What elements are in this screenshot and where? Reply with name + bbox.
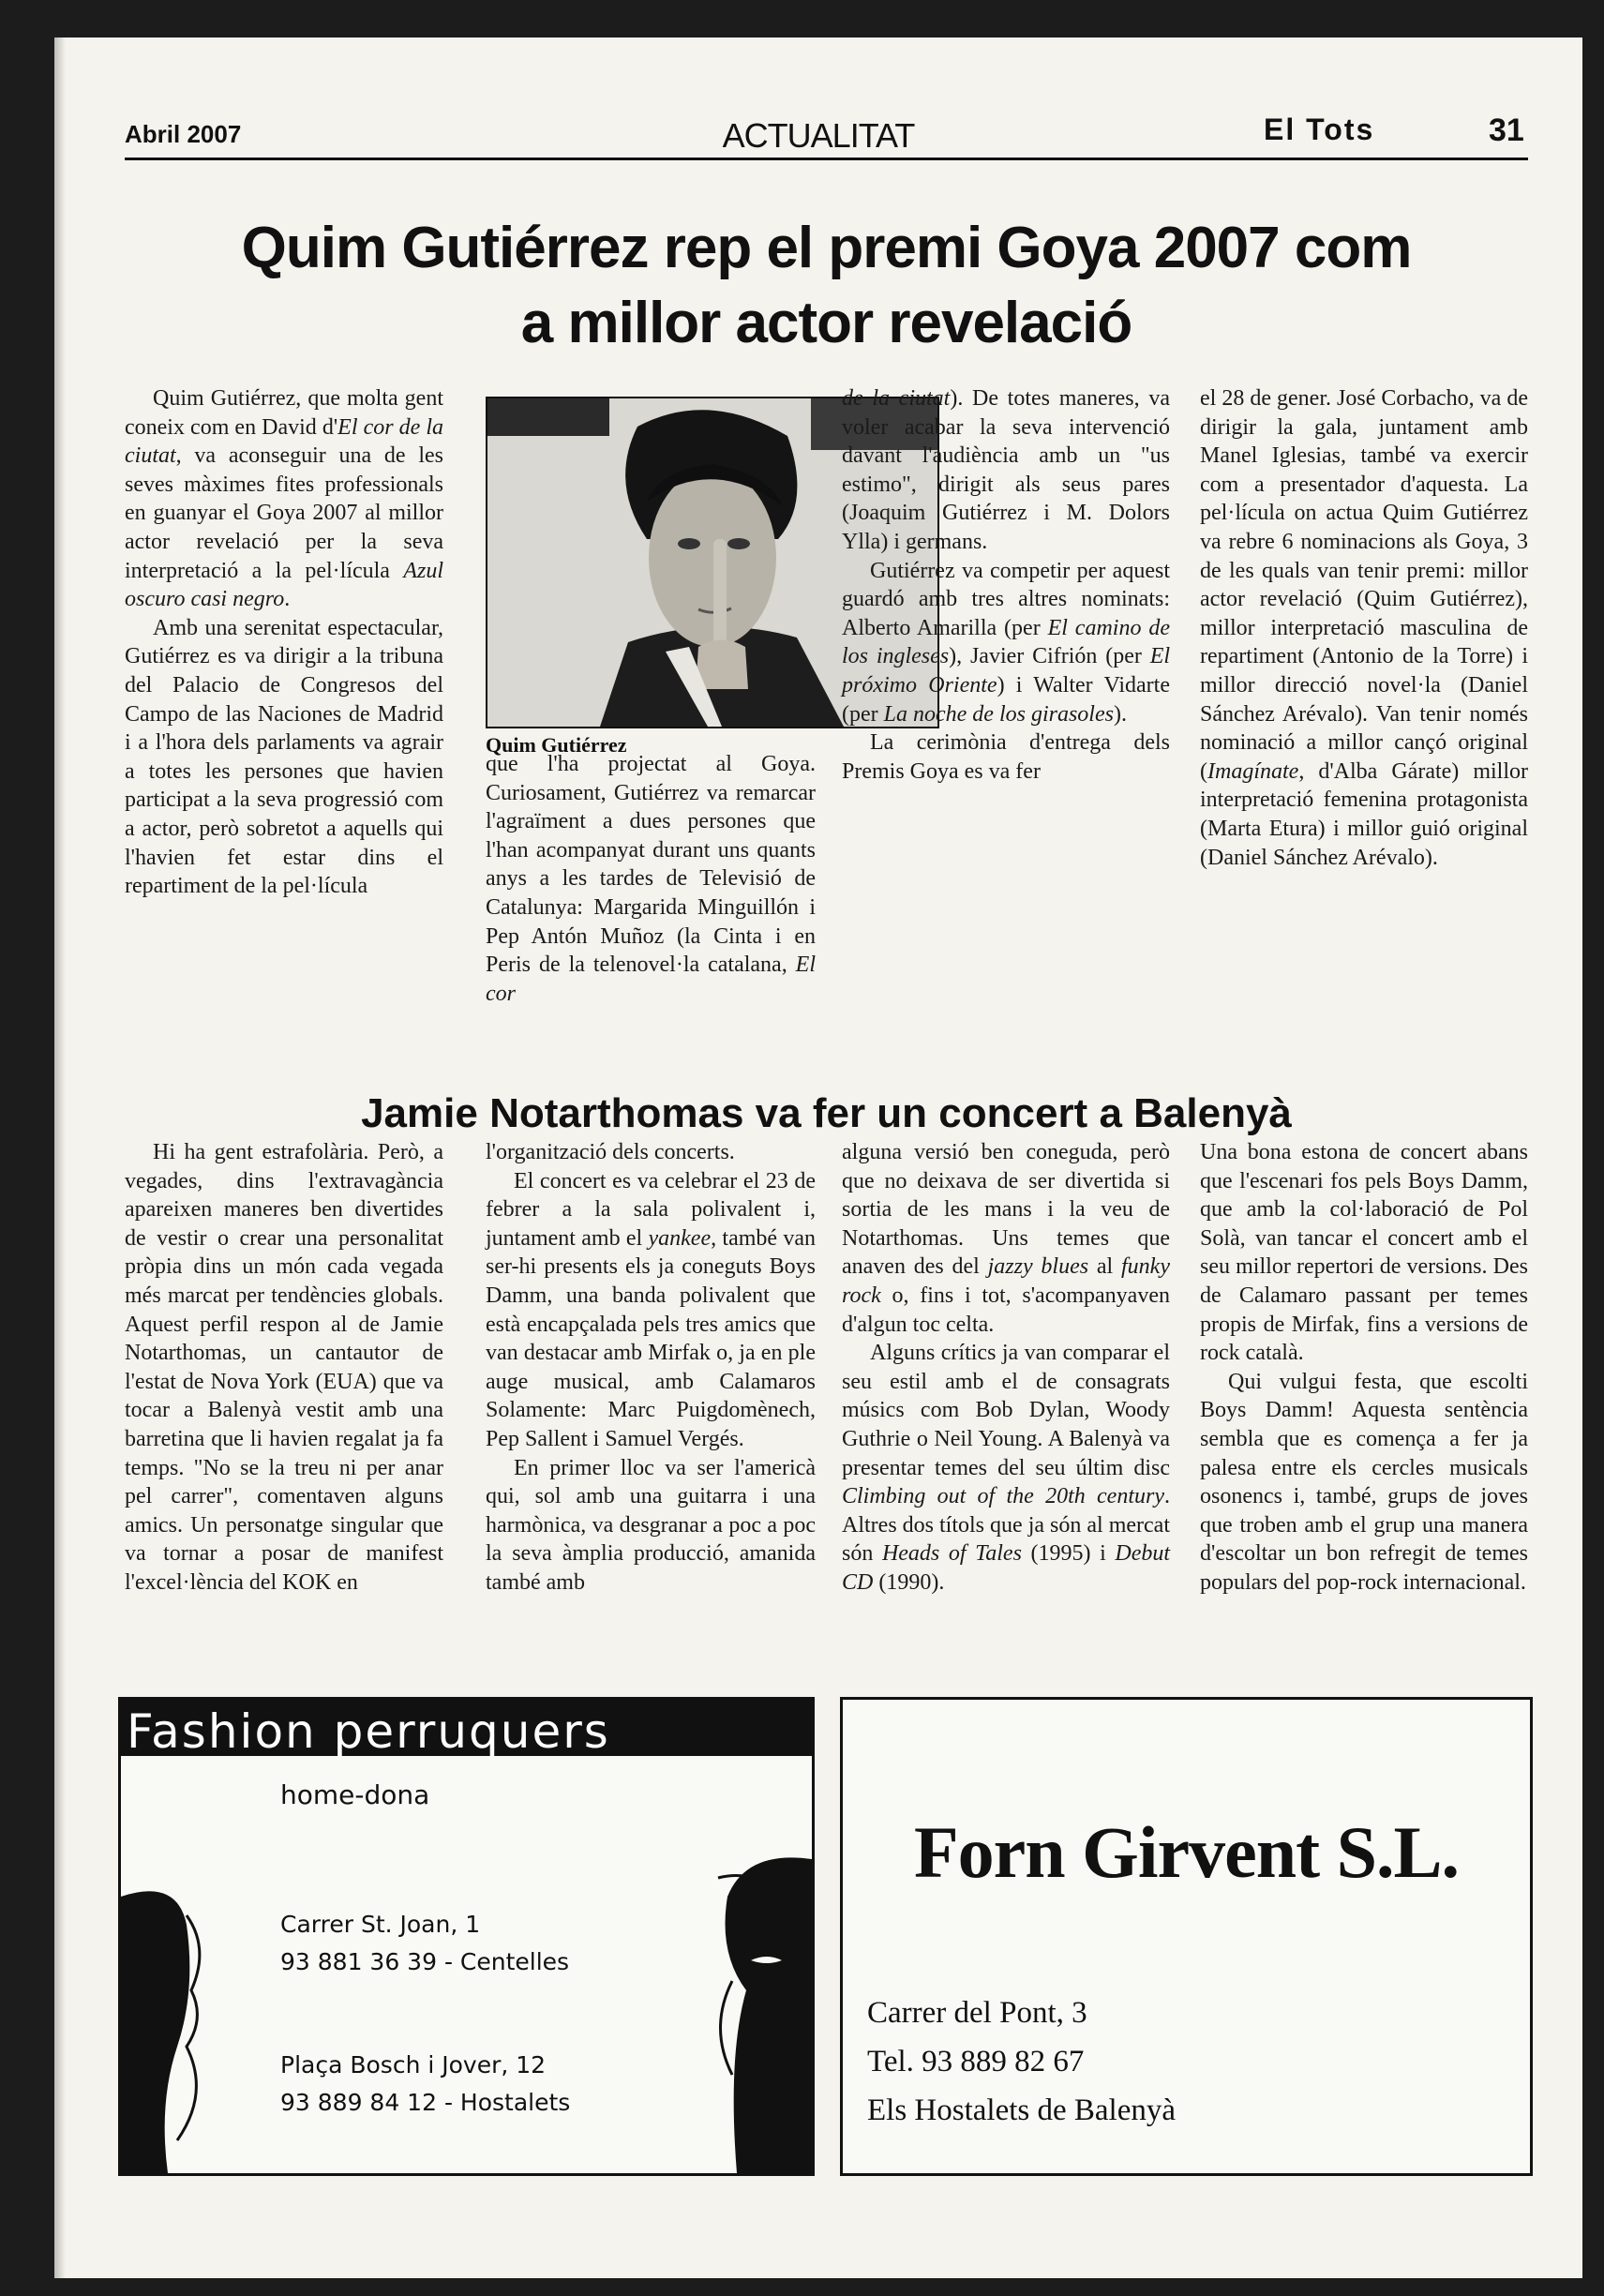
article2-paragraph <box>842 1339 1170 1597</box>
film-title: Azul oscuro casi negro <box>125 558 443 612</box>
film-title: La noche de los girasoles <box>883 701 1114 727</box>
text-run: , va aconseguir una de les seves màximes fites professionals en guanyar el Goya 2007 al millor actor revelació per la seva interpretació a la pel·lícula <box>125 443 443 583</box>
ad-address: Carrer del Pont, 3 <box>867 1996 1087 2030</box>
song-title: Imagínate <box>1207 758 1299 784</box>
article1-paragraph <box>842 557 1170 729</box>
text-run: , també van ser-hi presents els ja coneguts Boys Damm, una banda polivalent que està encapçalada pels tres amics que van destacar amb Mirfak o, ja en ple auge musical, amb Calamaros Solamente: Marc Puigdomènech, Pep Sallent i Samuel Vergés. <box>486 1225 816 1451</box>
italic-term: yankee <box>648 1225 712 1251</box>
ad-phone-1: 93 881 36 39 - Centelles <box>280 1948 570 1975</box>
text-run: El concert es va celebrar el 23 de febrer a la sala polivalent i, juntament amb el <box>486 1168 816 1251</box>
article1-paragraph <box>486 750 816 1008</box>
article1-paragraph: La cerimònia d'entrega dels Premis Goya es va fer <box>842 730 1170 784</box>
text-run: , d'Alba Gárate) millor interpretació femenina protagonista (Marta Etura) i millor guió original (Daniel Sánchez Arévalo). <box>1200 758 1528 870</box>
article1-column-4 <box>1200 384 1528 872</box>
article2-paragraph: Qui vulgui festa, que escolti Boys Damm! Aquesta sentència sembla que es comença a fer ja palesa entre els cercles musicals osonencs i, també, grups de joves que troben amb el grup una manera d'escoltar un bon refregit de temes populars del pop-rock internacional. <box>1200 1369 1528 1595</box>
photo-caption: Quim Gutiérrez <box>486 733 627 757</box>
genre-term: funky rock <box>842 1254 1170 1308</box>
article2-paragraph: En primer lloc va ser l'americà qui, sol amb una guitarra i una harmònica, va desgranar a poc a poc la seva àmplia producció, amanida també amb <box>486 1455 816 1595</box>
album-title: Climbing out of the 20th century <box>842 1484 1164 1509</box>
section-title: ACTUALITAT <box>722 116 915 155</box>
page-gutter <box>54 38 66 2278</box>
article2-paragraph: Una bona estona de concert abans que l'escenari fos pels Boys Damm, que amb la col·laboració de Pol Solà, van tancar el concert amb el seu millor repertori de versions. Des de Calamaro passant per temes propis de Mirfak, fins a versions de rock català. <box>1200 1140 1528 1366</box>
film-title: El próximo Oriente <box>842 644 1171 698</box>
article1-headline-line2: a millor actor revelació <box>520 291 1132 355</box>
series-title: El cor de la ciutat <box>125 414 443 469</box>
article2-column-1 <box>125 1138 443 1598</box>
ad-title: Forn Girvent S.L. <box>914 1811 1459 1893</box>
text-run: (1990). <box>873 1569 945 1595</box>
ad-subtitle: home-dona <box>280 1779 430 1810</box>
genre-term: jazzy blues <box>987 1254 1089 1280</box>
article1-paragraph <box>125 384 443 614</box>
publication-name: El Tots <box>1264 113 1375 146</box>
text-run: . Altres dos títols que ja són al mercat són <box>842 1484 1170 1567</box>
article2-paragraph: l'organització dels concerts. <box>486 1140 735 1164</box>
text-run: al <box>1088 1254 1121 1280</box>
series-title: de la ciutat <box>842 386 951 411</box>
article1-paragraph: Amb una serenitat espectacular, Gutiérrez es va dirigir a la tribuna del Palacio de Congresos del Campo de las Naciones de Madrid i a l'hora dels parlaments va agrair a totes les persones que havien participat a la seva progressió com a actor, però sobretot a aquells qui l'havien fet estar dins el repartiment de la pel·lícula <box>125 615 443 899</box>
issue-date: Abril 2007 <box>125 120 242 148</box>
ad-title: Fashion perruquers <box>121 1700 815 1756</box>
woman-face-illustration <box>121 1859 252 2173</box>
text-run: alguna versió ben coneguda, però que no deixava de ser divertida si sortia de les mans i la veu de Notarthomas. Uns temes que anaven des del <box>842 1140 1170 1280</box>
text-run: ). De totes maneres, va voler acabar la seva intervenció davant l'audiència amb un "us estimo", dirigit als seus pares (Joaquim Gutiérrez i M. Dolors Ylla) i germans. <box>842 386 1170 554</box>
article1-headline-line1: Quim Gutiérrez rep el premi Goya 2007 com <box>241 216 1412 280</box>
article1-column-2 <box>486 750 816 1008</box>
text-run: ). <box>1113 701 1127 727</box>
ad-address-2: Plaça Bosch i Jover, 12 <box>280 2051 547 2078</box>
ad-town: Els Hostalets de Balenyà <box>867 2093 1177 2127</box>
text-run: el 28 de gener. José Corbacho, va de dirigir la gala, juntament amb Manel Iglesias, també va exercir com a presentador d'aquesta. La pel·lícula on actua Quim Gutiérrez va rebre 6 nominacions als Goya, 3 de les quals van tenir premi: millor actor revelació (Quim Gutiérrez), millor interpretació masculina de repartiment (Antonio de la Torre) i millor direcció novel·la (Daniel Sánchez Arévalo). Van tenir només nominació a millor cançó original ( <box>1200 386 1528 784</box>
article2-paragraph <box>842 1138 1170 1339</box>
header-rule <box>125 158 1528 160</box>
text-run: Gutiérrez va competir per aquest guardó amb tres altres nominats: Alberto Amarilla (per <box>842 558 1170 640</box>
article2-paragraph <box>486 1167 816 1454</box>
text-run: Quim Gutiérrez, que molta gent coneix com en David d' <box>125 386 443 440</box>
article2-column-2 <box>486 1138 816 1598</box>
ad-address-1: Carrer St. Joan, 1 <box>280 1911 481 1938</box>
article2-column-4 <box>1200 1138 1528 1598</box>
page-number: 31 <box>1489 113 1524 148</box>
text-run: (1995) i <box>1021 1541 1116 1567</box>
text-run: ), Javier Cifrión (per <box>949 644 1150 669</box>
ad-phone-2: 93 889 84 12 - Hostalets <box>280 2089 571 2116</box>
text-run: o, fins i tot, s'acompanyaven d'algun toc celta. <box>842 1283 1170 1337</box>
fashion-perruquers-ad <box>118 1697 815 2176</box>
text-run: que l'ha projectat al Goya. Curiosament, Gutiérrez va remarcar l'agraïment a dues persones que l'han acompanyat durant uns quants anys a les tardes de Televisió de Catalunya: Margarida Minguillón i Pep Antón Muñoz (la Cinta i en Peris de la telenovel·la catalana, <box>486 752 816 978</box>
article1-paragraph <box>842 384 1170 557</box>
forn-girvent-ad <box>840 1697 1533 2176</box>
album-title: Heads of Tales <box>881 1541 1022 1567</box>
article1-paragraph <box>1200 384 1528 872</box>
album-title: Debut CD <box>842 1541 1171 1595</box>
article2-headline: Jamie Notarthomas va fer un concert a Balenyà <box>361 1090 1292 1136</box>
series-title: El cor <box>486 953 816 1006</box>
article1-column-1 <box>125 384 443 901</box>
article1-column-3 <box>842 384 1170 786</box>
ad-phone: Tel. 93 889 82 67 <box>867 2045 1085 2078</box>
article2-column-3 <box>842 1138 1170 1598</box>
man-face-illustration <box>681 1840 812 2173</box>
text-run: . <box>284 587 291 612</box>
text-run: Alguns crítics ja van comparar el seu estil amb el de consagrats músics com Bob Dylan, Woody Guthrie o Neil Young. A Balenyà va presentar temes del seu últim disc <box>842 1341 1170 1480</box>
film-title: El camino de los ingleses <box>842 615 1170 669</box>
newspaper-page <box>54 38 1582 2278</box>
text-run: ) i Walter Vidarte (per <box>842 672 1170 727</box>
article2-paragraph: Hi ha gent estrafolària. Però, a vegades, dins l'extravagància apareixen maneres ben divertides de vestir o crear una personalitat pròpia dins un món cada vegada més marcat per tendències globals. Aquest perfil respon al de Jamie Notarthomas, un cantautor de l'estat de Nova York (EUA) que va tocar a Balenyà vestit amb una barretina que li havien regalat ja fa temps. "No se la treu ni per anar pel carrer", comentaven alguns amics. Un personatge singular que va tornar a posar de manifest l'excel·lència del KOK en <box>125 1140 443 1595</box>
article1-headline <box>125 211 1528 361</box>
